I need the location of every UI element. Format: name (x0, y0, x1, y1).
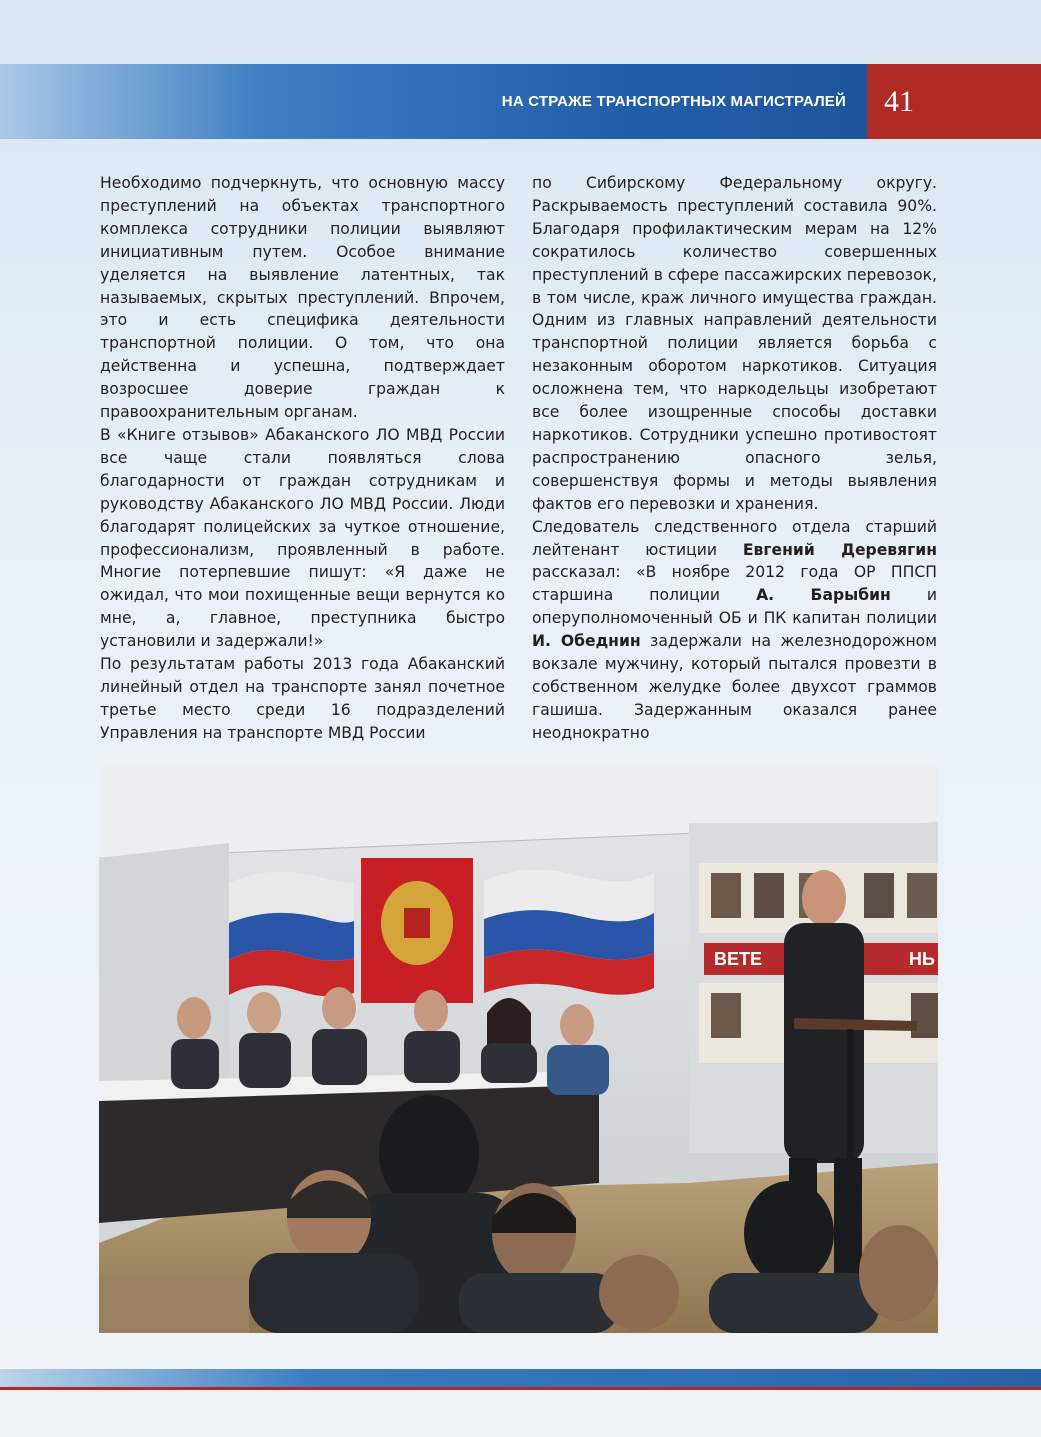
left-paragraph-2: В «Книге отзывов» Абаканского ЛО МВД России все чаще стали появляться слова благодарности от граждан сотрудникам и руководству Абаканского ЛО МВД России. Люди благодарят полицейских за чуткое отношение, профессионализм, проявленный в работе. Многие потерпевшие пишут: «Я даже не ожидал, что мои похищенные вещи вернутся ко мне, а, главное, преступника быстро установили и задержали!» (100, 425, 505, 651)
right-column (532, 172, 937, 745)
meeting-photo-illustration (99, 763, 938, 1333)
right-paragraph-2 (532, 516, 937, 745)
text-run: задержали на железнодорожном вокзале мужчину, который пытался провезти в собственном желудке более двухсот граммов гашиша. Задержанным оказался ранее неоднократно (532, 632, 937, 742)
left-paragraph-1: Необходимо подчеркнуть, что основную массу преступлений на объектах транспортного комплекса сотрудники полиции выявляют инициативным путем. Особое внимание уделяется на выявление латентных, так называемых, скрытых преступлений. Впрочем, это и есть специфика деятельности транспортной полиции. О том, что она действенна и успешна, подтверждает возросшее доверие граждан к правоохранительным органам. (100, 174, 505, 422)
meeting-photo (99, 763, 938, 1333)
text-run: Следователь следственного отдела старший лейтенант юстиции (532, 517, 937, 559)
footer-band (0, 1369, 1041, 1387)
banner-text-right: НЬ (909, 949, 935, 969)
right-paragraph-1: по Сибирскому Федеральному округу. Раскрываемость преступлений составила 90%. Благодаря профилактическим мерам на 12% сократилось количество совершенных преступлений в сфере пассажирских перевозок, в том числе, краж личного имущества граждан. Одним из главных направлений деятельности транспортной полиции является борьба с незаконным оборотом наркотиков. Ситуация осложнена тем, что наркодельцы изобретают все более изощренные способы доставки наркотиков. Сотрудники успешно противостоят распространению опасного зелья, совершенствуя формы и методы выявления фактов его перевозки и хранения. (532, 174, 937, 513)
section-title: НА СТРАЖЕ ТРАНСПОРТНЫХ МАГИСТРАЛЕЙ (501, 93, 846, 110)
left-paragraph-3: По результатам работы 2013 года Абаканский линейный отдел на транспорте занял почетное третье место среди 16 подразделений Управления на транспорте МВД России (100, 655, 505, 742)
footer-red-stripe (0, 1387, 1041, 1390)
page-number: 41 (884, 85, 914, 118)
banner-text: ВЕТЕ (714, 949, 763, 969)
text-run: и оперуполномоченный ОБ и ПК капитан полиции (532, 586, 937, 628)
person-name-obednin: И. Обеднин (532, 632, 641, 651)
left-column (100, 172, 505, 745)
person-name-barybin: А. Барыбин (756, 586, 891, 605)
text-run: рассказал: «В ноябре 2012 года ОР ППСП старшина полиции (532, 563, 937, 605)
person-name-derevyagin: Евгений Деревягин (742, 540, 938, 559)
